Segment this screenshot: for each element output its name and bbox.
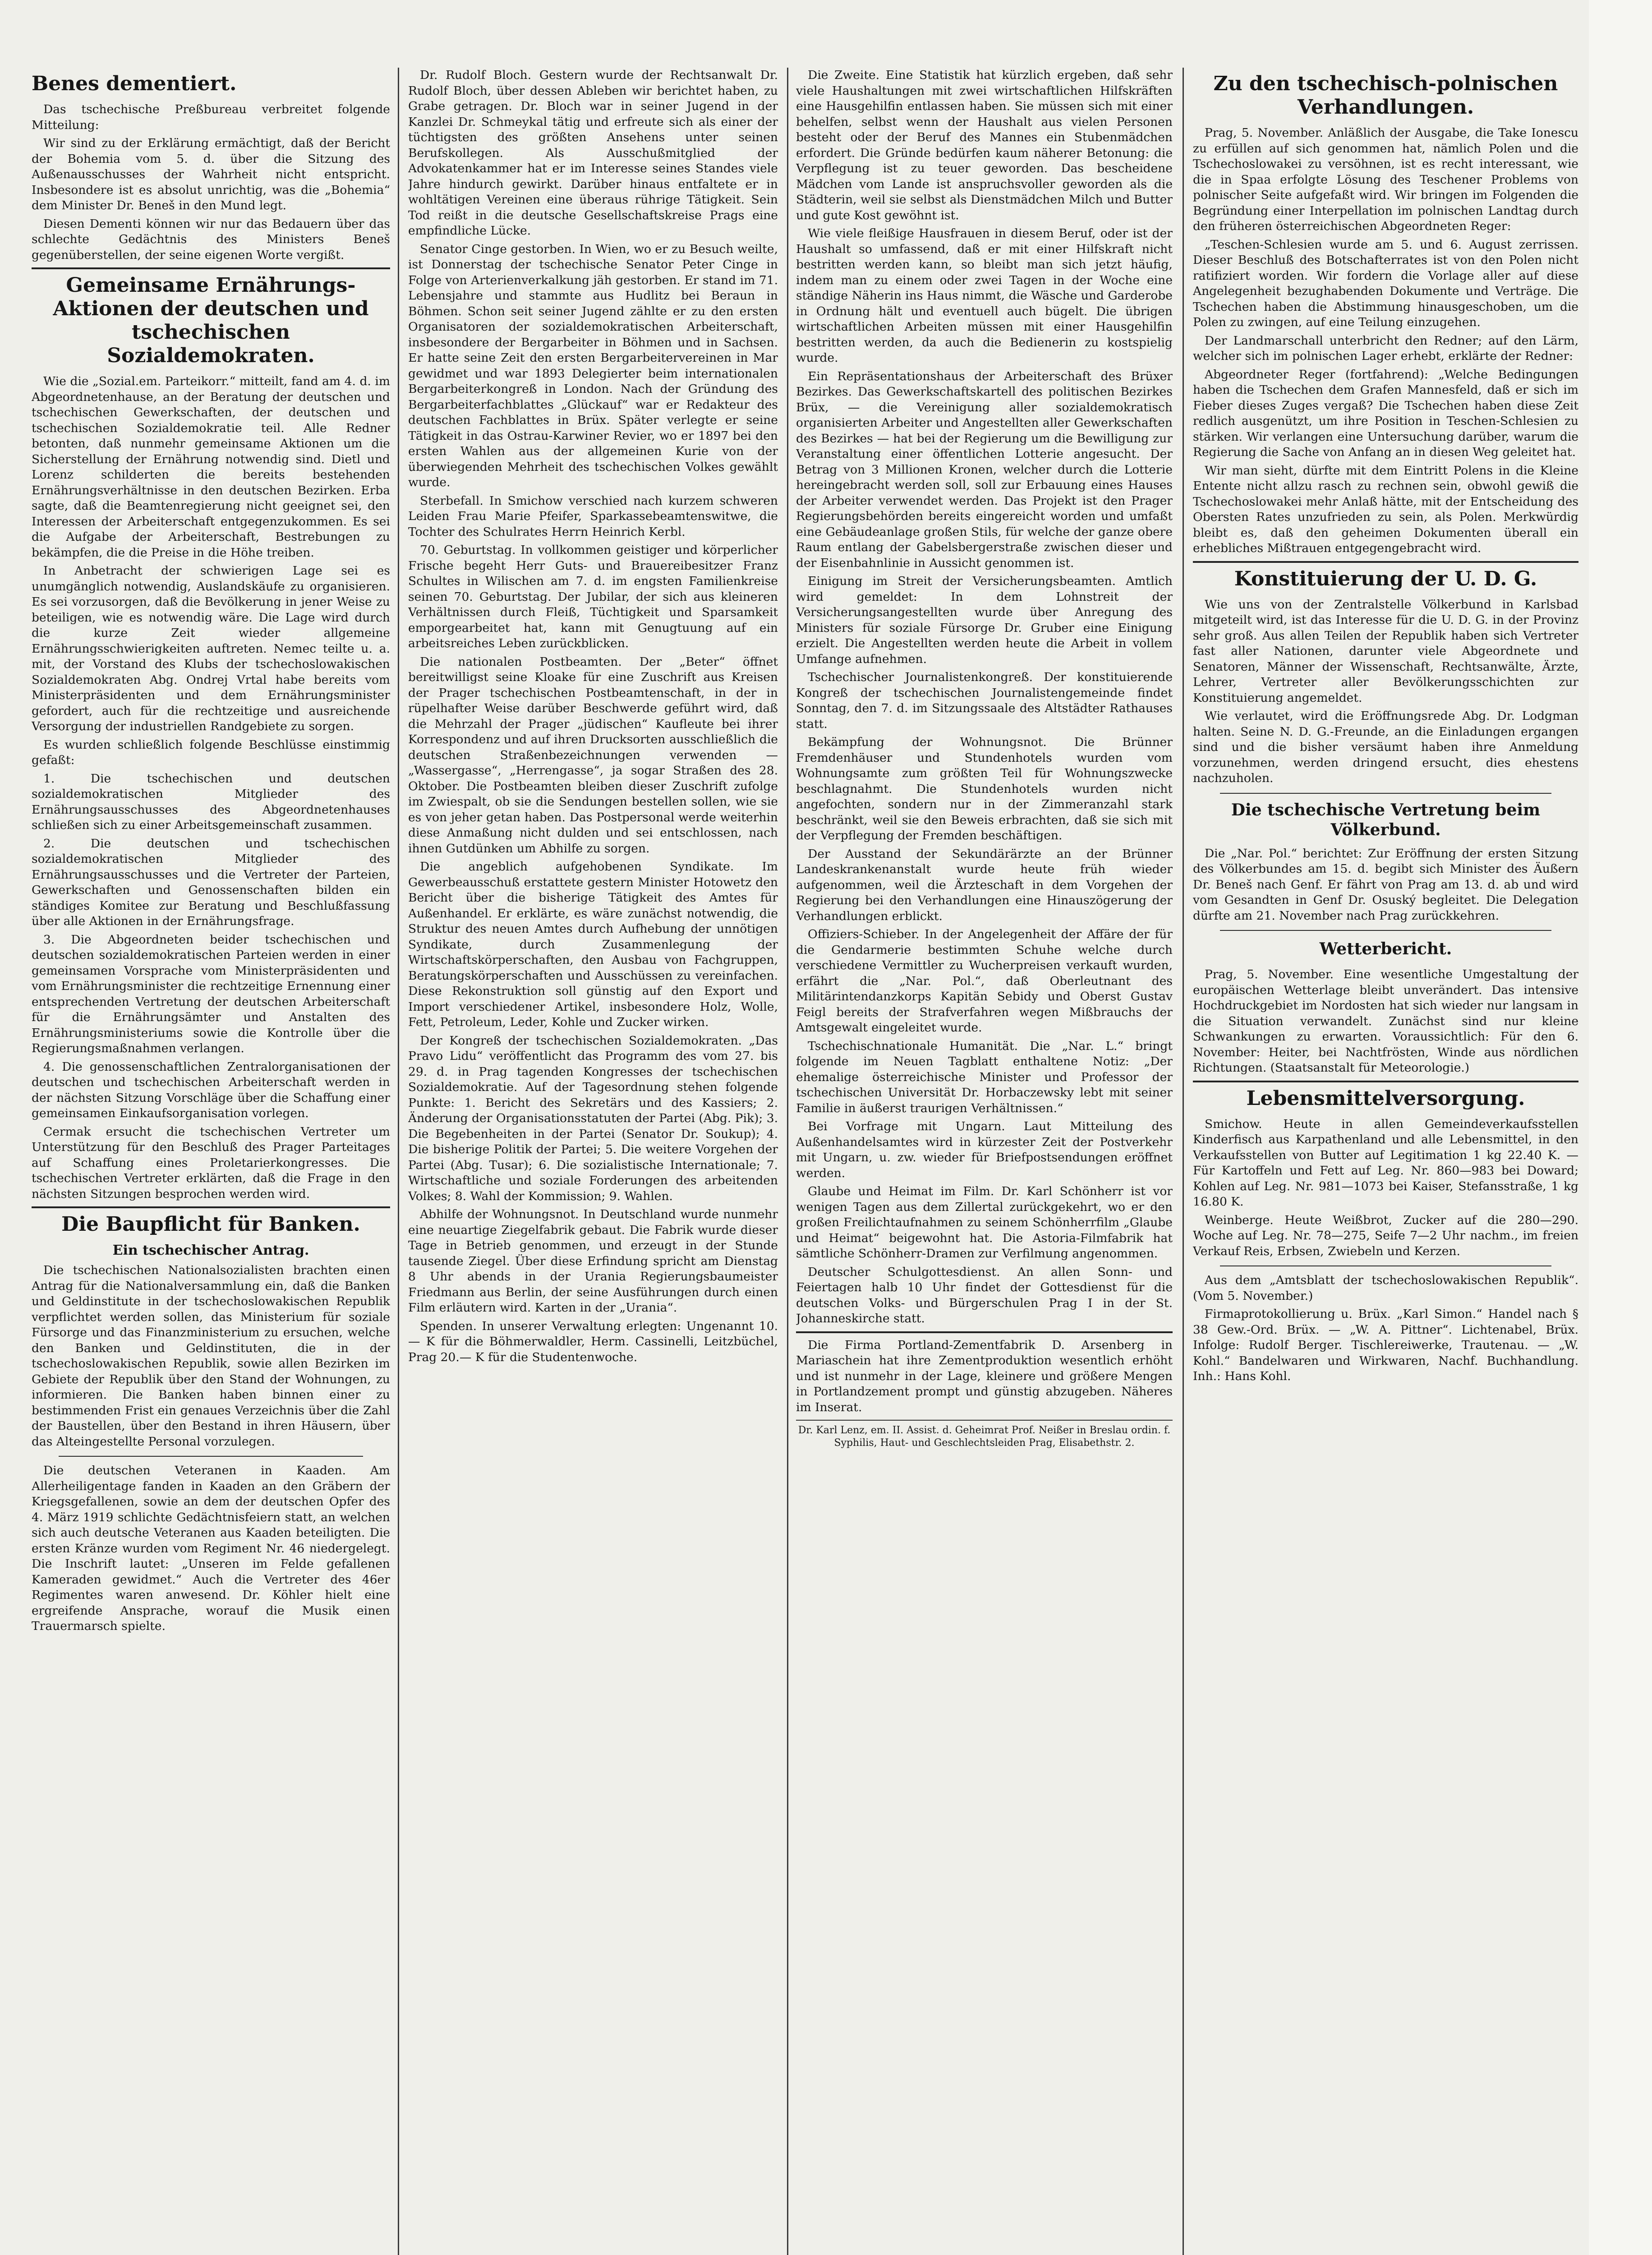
- doctor-advert: Dr. Karl Lenz, em. II. Assist. d. Geheimrat Prof. Neißer in Breslau ordin. f. Syphilis, Haut- und Geschlechtsleiden Prag, Elisabethstr. 2.: [796, 1420, 1173, 1450]
- headline-baupflicht: Die Baupflicht für Banken.: [61, 1213, 360, 1236]
- column-rule: [1183, 68, 1184, 2255]
- article-paragraph: Prag, 5. November. Anläßlich der Ausgabe, die Take Ionescu zu erfüllen auf sich genommen hat, nämlich Polen und die Tschechoslowakei zu versöhnen, ist es recht interessant, wie die in Spaa erfolgte Lösung des Teschener Problems von polnischer Seite aufgefaßt wird. Wir bringen im Folgenden die Begründung einer Interpellation im polnischen Landtag durch den früheren österreichischen Abgeordneten Reger:: [1193, 126, 1578, 233]
- article-paragraph: Bei Vorfrage mit Ungarn. Laut Mitteilung des Außenhandelsamtes wird in kürzester Zeit der Postverkehr mit Ungarn, u. zw. wieder für Briefpostsendungen eröffnet werden.: [796, 1119, 1173, 1180]
- article-paragraph: In Anbetracht der schwierigen Lage sei es unumgänglich notwendig, Auslandskäufe zu organisieren. Es sei vorzusorgen, daß die Bevölkerung in jener Weise zu beteiligen, wie es notwendig wäre. Die Lage wird durch die kurze Zeit wieder allgemeine Ernährungsschwierigkeiten auftreten. Nemec teilte u. a. mit, der Vorstand des Klubs der tschechoslowakischen Sozialdemokraten Abg. Ondrej Vrtal habe bereits vom Ministerpräsidenten und dem Ernährungsminister gefordert, auch für die rechtzeitige und ausreichende Versorgung der industriellen Randgebiete zu sorgen.: [32, 564, 390, 733]
- article-paragraph: 2. Die deutschen und tschechischen sozialdemokratischen Mitglieder des Ernährungsausschusses und die Vertreter der Parteien, Gewerkschaften und Genossenschaften bilden ein ständiges Komitee zur Beratung und Beschlußfassung über alle Aktionen in der Ernährungsfrage.: [32, 836, 390, 928]
- article-paragraph: Der Kongreß der tschechischen Sozialdemokraten. „Das Pravo Lidu“ veröffentlicht das Programm des vom 27. bis 29. d. in Prag tagenden Kongresses der tschechischen Sozialdemokratie. Auf der Tagesordnung stehen folgende Punkte: 1. Bericht des Sekretärs und des Kassiers; 2. Änderung der Organisationsstatuten der Partei (Abg. Pik); 3. Die Begebenheiten in der Partei (Senator Dr. Soukup); 4. Die bisherige Politik der Partei; 5. Die weitere Vorgehen der Partei (Abg. Tusar); 6. Die sozialistische Internationale; 7. Wirtschaftliche und soziale Forderungen des arbeitenden Volkes; 8. Wahl der Kommission; 9. Wahlen.: [408, 1033, 778, 1203]
- article-paragraph: Der Landmarschall unterbricht den Redner; auf den Lärm, welcher sich im polnischen Lager erhebt, erklärte der Redner:: [1193, 333, 1578, 363]
- article-paragraph: Wir sind zu der Erklärung ermächtigt, daß der Bericht der Bohemia vom 5. d. über die Sitzung des Außenausschusses der Wahrheit nicht entspricht. Insbesondere ist es absolut unrichtig, was die „Bohemia“ dem Minister Dr. Beneš in den Mund legt.: [32, 136, 390, 212]
- article-paragraph: Die nationalen Postbeamten. Der „Beter“ öffnet bereitwilligst seine Kloake für eine Zuschrift aus Kreisen der Prager tschechischen Postbeamtenschaft, in der in rüpelhafter Weise darüber Beschwerde geführt wird, daß die Mehrzahl der Prager „jüdischen“ Kaufleute bei ihrer Korrespondenz und auf ihren Drucksorten ausschließlich die deutschen Straßenbezeichnungen verwenden — „Wassergasse“, „Herrengasse“, ja sogar Straßen des 28. Oktober. Die Postbeamten bleiben dieser Zuschrift zufolge im Zwiespalt, ob sie die Sendungen bestellen sollen, wie sie es von jeher getan haben. Das Postpersonal werde weiterhin diese Anmaßung nicht dulden und sei entschlossen, nach ihnen Gutdünken um Abhilfe zu sorgen.: [408, 654, 778, 856]
- article-paragraph: Wir man sieht, dürfte mit dem Eintritt Polens in die Kleine Entente nicht allzu rasch zu rechnen sein, obwohl gewiß die Tschechoslowakei mehr Anlaß hätte, mit der Entscheidung des Obersten Rates unzufrieden zu sein, als Polen. Merkwürdig bleibt es, daß den geheimen Dokumenten überall ein erhebliches Mißtrauen entgegengebracht wird.: [1193, 463, 1578, 555]
- article-paragraph: Die „Nar. Pol.“ berichtet: Zur Eröffnung der ersten Sitzung des Völkerbundes am 15. d. begibt sich Minister des Äußern Dr. Beneš nach Genf. Er fährt von Prag am 13. d. ab und wird vom Gesandten in Genf Dr. Osuský begleitet. Die Delegation dürfte am 21. November nach Prag zurückkehren.: [1193, 846, 1578, 923]
- divider: [32, 1206, 390, 1208]
- article-paragraph: Aus dem „Amtsblatt der tschechoslowakischen Republik“. (Vom 5. November.): [1193, 1273, 1578, 1303]
- divider: [32, 267, 390, 269]
- article-paragraph: Offiziers-Schieber. In der Angelegenheit der Affäre der für die Gendarmerie bestimmten Schuhe welche durch verschiedene Vermittler zu Wucherpreisen verkauft wurden, erfährt die „Nar. Pol.“, daß Oberleutnant des Militärintendanzkorps Kapitän Sebidy und Oberst Gustav Feigl bereits der Strafverfahren wegen Mißbrauchs der Amtsgewalt eingeleitet wurde.: [796, 927, 1173, 1035]
- headline-lebensmittel: Lebensmittelversorgung.: [1246, 1086, 1525, 1110]
- article-paragraph: Der Ausstand der Sekundärärzte an der Brünner Landeskrankenanstalt wurde heute früh wieder aufgenommen, weil die Ärzteschaft in dem Vorgehen der Regierung bei den Verhandlungen eine Hinauszögerung der Verhandlungen erblickt.: [796, 847, 1173, 923]
- article-paragraph: Diesen Dementi können wir nur das Bedauern über das schlechte Gedächtnis des Ministers Beneš gegenüberstellen, der seine eigenen Worte vergißt.: [32, 216, 390, 262]
- page-margin: [1589, 0, 1652, 2255]
- article-paragraph: Smichow. Heute in allen Gemeindeverkaufsstellen Kinderfisch aus Karpathenland und alle Lebensmittel, in den Verkaufsstellen von Butter auf Legitimation 1 kg 22.40 K. — Für Kartoffeln und Fett auf Leg. Nr. 860—983 bei Doward; Kohlen auf Leg. Nr. 981—1073 bei Kaiser, Stefansstraße, 1 kg 16.80 K.: [1193, 1117, 1578, 1209]
- article-paragraph: Abgeordneter Reger (fortfahrend): „Welche Bedingungen haben die Tschechen dem Grafen Mannesfeld, daß er sich im Fieber dieses Zuges vergaß? Die Tschechen haben diese Zeit redlich ausgenützt, um ihre Position in Teschen-Schlesien zu stärken. Wir verlangen eine Untersuchung darüber, warum die Regierung die Sache von Anfang an in diesen Weg geleitet hat.: [1193, 367, 1578, 459]
- headline-benes: Benes dementiert.: [32, 72, 237, 95]
- article-paragraph: Die tschechischen Nationalsozialisten brachten einen Antrag für die Nationalversammlung ein, daß die Banken und Geldinstitute in der tschechoslowakischen Republik verpflichtet werden sollen, das Ministerium für soziale Fürsorge und das Finanzministerium zu ersuchen, welche den Banken und Geldinstituten, die in der tschechoslowakischen Republik, sowie allen Bezirken im Gebiete der Republik über den Stand der Wohnungen, zu informieren. Die Banken haben binnen einer zu bestimmenden Frist ein genaues Verzeichnis über die Zahl der Baustellen, über den Bestand in ihren Häusern, über das Alteingestellte Personal vorzulegen.: [32, 1263, 390, 1449]
- divider: [1220, 793, 1551, 794]
- headline-udg: Konstituierung der U. D. G.: [1234, 567, 1537, 590]
- article-paragraph: Die deutschen Veteranen in Kaaden. Am Allerheiligentage fanden in Kaaden an den Gräbern der Kriegsgefallenen, sowie an dem der deutschen Opfer des 4. März 1919 schlichte Gedächtnisfeiern statt, an welchen sich auch deutsche Veteranen aus Kaaden beteiligten. Die ersten Kränze wurden vom Regiment Nr. 46 niedergelegt. Die Inschrift lautet: „Unseren im Felde gefallenen Kameraden gewidmet.“ Auch die Vertreter des 46er Regimentes waren anwesend. Dr. Köhler hielt eine ergreifende Ansprache, worauf die Musik einen Trauermarsch spielte.: [32, 1463, 390, 1633]
- article-paragraph: Dr. Rudolf Bloch. Gestern wurde der Rechtsanwalt Dr. Rudolf Bloch, über dessen Ableben wir berichtet haben, zu Grabe getragen. Dr. Bloch war in seiner Jugend in der Kanzlei Dr. Schmeykal tätig und erfreute sich als einer der tüchtigsten des größten Ansehens unter seinen Berufskollegen. Als Ausschußmitglied der Advokatenkammer hat er im Interesse seines Standes viele Jahre hindurch gewirkt. Darüber hinaus entfaltete er in wohltätigen Vereinen eine überaus rührige Tätigkeit. Sein Tod reißt in die deutsche Gesellschaftskreise Prags eine empfindliche Lücke.: [408, 68, 778, 238]
- article-paragraph: „Teschen-Schlesien wurde am 5. und 6. August zerrissen. Dieser Beschluß des Botschafterrates ist von den Polen nicht ratifiziert worden. Wir fordern die Vorlage aller auf diese Angelegenheit bezughabenden Dokumente und Verträge. Die Tschechen haben die Abstimmung hinausgeschoben, um die Polen zu zwingen, auf eine Teilung einzugehen.: [1193, 237, 1578, 329]
- article-paragraph: Abhilfe der Wohnungsnot. In Deutschland wurde nunmehr eine neuartige Ziegelfabrik gebaut. Die Fabrik wurde dieser Tage in Betrieb genommen, und erzeugt in der Stunde tausende Ziegel. Über diese Erfindung spricht am Dienstag 8 Uhr abends in der Urania Regierungsbaumeister Friedmann aus Berlin, der seine Ausführungen durch einen Film erläutern wird. Karten in der „Urania“.: [408, 1207, 778, 1315]
- article-paragraph: Bekämpfung der Wohnungsnot. Die Brünner Fremdenhäuser und Stundenhotels wurden vom Wohnungsamte zum größten Teil für Wohnungszwecke beschlagnahmt. Die Stundenhotels wurden nicht angefochten, sondern nur in der Zimmeranzahl stark beschränkt, weil sie den Beweis erbrachten, daß sie sich mit der Verpflegung der Fremden beschäftigen.: [796, 735, 1173, 842]
- divider: [796, 1331, 1173, 1333]
- article-paragraph: Das tschechische Preßbureau verbreitet folgende Mitteilung:: [32, 102, 390, 132]
- divider: [59, 1456, 363, 1457]
- article-paragraph: Wie verlautet, wird die Eröffnungsrede Abg. Dr. Lodgman halten. Seine N. D. G.-Freunde, an die Einladungen ergangen sind und die bisher versäumt haben ihre Anmeldung vorzunehmen, werden dringend ersucht, dies ehestens nachzuholen.: [1193, 709, 1578, 785]
- subheadline: Ein tschechischer Antrag.: [112, 1243, 309, 1258]
- advert-paragraph: Die Firma Portland-Zementfabrik D. Arsenberg in Mariaschein hat ihre Zementproduktion wesentlich erhöht und ist nunmehr in der Lage, kleinere und größere Mengen in Portlandzement prompt und günstig abzugeben. Näheres im Inserat.: [796, 1338, 1173, 1414]
- article-paragraph: Firmaprotokollierung u. Brüx. „Karl Simon.“ Handel nach § 38 Gew.-Ord. Brüx. — „W. A. Pittner“. Lichtenabel, Brüx. Infolge: Rudolf Berger. Tischlereiwerke, Trautenau. — „W. Kohl.“ Bandelwaren und Wirkwaren, Nachf. Buchhandlung. Inh.: Hans Kohl.: [1193, 1307, 1578, 1383]
- article-paragraph: Wie uns von der Zentralstelle Völkerbund in Karlsbad mitgeteilt wird, ist das Interesse für die U. D. G. in der Provinz sehr groß. Aus allen Teilen der Republik haben sich Vertreter fast aller Nationen, darunter viele Abgeordnete und Senatoren, Männer der Wissenschaft, Rechtsanwälte, Ärzte, Lehrer, Vertreter aller Bevölkerungsschichten zur Konstituierung angemeldet.: [1193, 597, 1578, 705]
- article-paragraph: Cermak ersucht die tschechischen Vertreter um Unterstützung für den Beschluß des Prager Parteitages auf Schaffung eines Proletarierkongresses. Die tschechischen Vertreter erklärten, daß die Frage in den nächsten Sitzungen besprochen werden wird.: [32, 1124, 390, 1201]
- article-paragraph: Weinberge. Heute Weißbrot, Zucker auf die 280—290. Woche auf Leg. Nr. 78—275, Seife 7—2 Uhr nachm., im freien Verkauf Reis, Erbsen, Zwiebeln und Kerzen.: [1193, 1213, 1578, 1258]
- article-paragraph: Prag, 5. November. Eine wesentliche Umgestaltung der europäischen Wetterlage bleibt unverändert. Das intensive Hochdruckgebiet im Nordosten hat sich wieder nur langsam in die Situation verwandelt. Zunächst sind nur kleine Schwankungen zu erwarten. Voraussichtlich: Für den 6. November: Heiter, bei Nachtfrösten, Winde aus nördlichen Richtungen. (Staatsanstalt für Meteorologie.): [1193, 967, 1578, 1075]
- article-paragraph: 3. Die Abgeordneten beider tschechischen und deutschen sozialdemokratischen Parteien werden in einer gemeinsamen Vorsprache vom Ministerpräsidenten und vom Ernährungsminister die rechtzeitige Ernennung einer entsprechenden Vertretung der deutschen Arbeiterschaft für die Ernährungsämter und Anstalten des Ernährungsministeriums sowie die Kontrolle über die Regierungsmaßnahmen verlangen.: [32, 932, 390, 1055]
- column-1: [32, 68, 390, 2255]
- article-paragraph: Es wurden schließlich folgende Beschlüsse einstimmig gefaßt:: [32, 737, 390, 767]
- article-paragraph: Ein Repräsentationshaus der Arbeiterschaft des Brüxer Bezirkes. Das Gewerkschaftskartell des politischen Bezirkes Brüx, — die Vereinigung aller sozialdemokratisch organisierten Arbeiter und Angestellten aller Gewerkschaften des Bezirkes — hat bei der Regierung um die Bewilligung zur Veranstaltung einer öffentlichen Lotterie angesucht. Der Betrag von 3 Millionen Kronen, welcher durch die Lotterie hereingebracht werden soll, soll zur Erbauung eines Hauses der Arbeiter verwendet werden. Das Projekt ist den Prager Regierungsbehörden bereits eingereicht worden und umfaßt eine Gebäudeanlage großen Stils, für welche der ganze obere Raum entlang der Gabelsbergerstraße zwischen dieser und der Eisenbahnlinie in Aussicht genommen ist.: [796, 369, 1173, 570]
- article-paragraph: 70. Geburtstag. In vollkommen geistiger und körperlicher Frische begeht Herr Guts- und Brauereibesitzer Franz Schultes in Wilischen am 7. d. im engsten Familienkreise seinen 70. Geburtstag. Der Jubilar, der sich aus kleineren Verhältnissen durch Fleiß, Tüchtigkeit und Sparsamkeit emporgearbeitet hat, kann mit Genugtuung auf ein arbeitsreiches Leben zurückblicken.: [408, 543, 778, 650]
- article-paragraph: Wie die „Sozial.em. Parteikorr.“ mitteilt, fand am 4. d. im Abgeordnetenhause, an der Beratung der deutschen und tschechischen Gewerkschaften, der deutschen und tschechischen Sozialdemokratie teil. Alle Redner betonten, daß nunmehr gemeinsame Aktionen um die Sicherstellung der Ernährung notwendig sind. Dietl und Lorenz schilderten die bereits bestehenden Ernährungsverhältnisse in den deutschen Bezirken. Erba sagte, daß die Beamtenregierung nicht geeignet sei, den Interessen der Arbeiterschaft entgegenzukommen. Es sei die Aufgabe der Arbeiterschaft, Bestrebungen zu bekämpfen, die die Preise in die Höhe treiben.: [32, 374, 390, 560]
- headline-verhandlungen: Zu den tschechisch-polnischen Verhandlungen.: [1213, 72, 1558, 119]
- headline-wetter: Wetterbericht.: [1319, 939, 1452, 958]
- article-paragraph: Spenden. In unserer Verwaltung erlegten: Ungenannt 10.— K für die Böhmerwaldler, Herm. Cassinelli, Leitzbüchel, Prag 20.— K für die Studentenwoche.: [408, 1319, 778, 1364]
- article-paragraph: Einigung im Streit der Versicherungsbeamten. Amtlich wird gemeldet: In dem Lohnstreit der Versicherungsangestellten wurde über Anregung des Ministers für soziale Fürsorge Dr. Gruber eine Einigung erzielt. Die Angestellten werden heute die Arbeit in vollem Umfange aufnehmen.: [796, 574, 1173, 666]
- column-rule: [787, 68, 788, 2255]
- column-2: [408, 68, 778, 2255]
- headline-voelkerbund: Die tschechische Vertretung beim Völkerbund.: [1231, 800, 1541, 839]
- article-paragraph: Glaube und Heimat im Film. Dr. Karl Schönherr ist vor wenigen Tagen aus dem Zillertal zurückgekehrt, wo er den großen Freilichtaufnahmen zu seinem Schönherrfilm „Glaube und Heimat“ beigewohnt hat. Die Astoria-Filmfabrik hat sämtliche Schönherr-Dramen zur Verfilmung angenommen.: [796, 1184, 1173, 1261]
- headline-ernaehrung: Gemeinsame Ernährungs-Aktionen der deutschen und tschechischen Sozialdemokraten.: [53, 274, 369, 367]
- article-paragraph: Die Zweite. Eine Statistik hat kürzlich ergeben, daß sehr viele Haushaltungen mit zwei wirtschaftlichen Hilfskräften eine Hausgehilfin entlassen haben. Sie müssen sich mit einer behelfen, selbst wenn der Haushalt aus vielen Personen besteht oder der Beruf des Mannes ein Stubenmädchen erfordert. Die Gründe bedürfen kaum näherer Betonung: die Verpflegung ist zu teuer geworden. Das bescheidene Mädchen vom Lande ist anspruchsvoller geworden als die Städterin, weil sie selbst als Dienstmädchen Milch und Butter und gute Kost gewöhnt ist.: [796, 68, 1173, 222]
- divider: [1220, 930, 1551, 931]
- article-paragraph: 1. Die tschechischen und deutschen sozialdemokratischen Mitglieder des Ernährungsausschusses des Abgeordnetenhauses schließen sich zu einer Arbeitsgemeinschaft zusammen.: [32, 771, 390, 832]
- article-paragraph: Tschechischer Journalistenkongreß. Der konstituierende Kongreß der tschechischen Journalistengemeinde findet Sonntag, den 7. d. im Sitzungssaale des Altstädter Rathauses statt.: [796, 670, 1173, 731]
- divider: [1193, 561, 1578, 563]
- divider: [1193, 1081, 1578, 1082]
- column-rule: [398, 68, 399, 2255]
- article-paragraph: Senator Cinge gestorben. In Wien, wo er zu Besuch weilte, ist Donnerstag der tschechische Senator Peter Cinge in Folge von Arterienverkalkung jäh gestorben. Er stand im 71. Lebensjahre und stammte aus Hudlitz bei Beraun in Böhmen. Schon seit seiner Jugend zählte er zu den ersten Organisatoren der sozialdemokratischen Arbeiterschaft, insbesondere der Bergarbeiter in Böhmen und in Sachsen. Er hatte seine Zeit den ersten Bergarbeitervereinen in Mar gewidmet und war 1893 Delegierter beim internationalen Bergarbeiterkongreß in London. Nach der Gründung des Bergarbeiterfachblattes „Glückauf“ war er Redakteur des deutschen Fachblattes in Brüx. Später verlegte er seine Tätigkeit in das Ostrau-Karwiner Revier, wo er 1897 bei den ersten Wahlen aus der allgemeinen Kurie von der überwiegenden Mehrheit des tschechischen Volkes gewählt wurde.: [408, 242, 778, 489]
- article-paragraph: 4. Die genossenschaftlichen Zentralorganisationen der deutschen und tschechischen Arbeiterschaft werden in der nächsten Sitzung Vorschläge über die Schaffung einer gemeinsamen Einkaufsorganisation vorlegen.: [32, 1059, 390, 1120]
- article-paragraph: Deutscher Schulgottesdienst. An allen Sonn- und Feiertagen halb 10 Uhr findet der Gottesdienst für die deutschen Volks- und Bürgerschulen Prag I in der St. Johanneskirche statt.: [796, 1265, 1173, 1325]
- article-paragraph: Wie viele fleißige Hausfrauen in diesem Beruf, oder ist der Haushalt so umfassend, daß er mit einer Hilfskraft nicht bestritten werden kann, so bleibt man sich jetzt häufig, indem man zu einem oder zwei Tagen in der Woche eine ständige Näherin ins Haus nimmt, die Wäsche und Garderobe in Ordnung hält und eventuell auch bügelt. Die übrigen wirtschaftlichen Arbeiten müssen mit einer Hausgehilfin bestritten werden, da auch die Bedienerin zu kostspielig wurde.: [796, 226, 1173, 365]
- article-paragraph: Die angeblich aufgehobenen Syndikate. Im Gewerbeausschuß erstattete gestern Minister Hotowetz den Bericht über die bisherige Tätigkeit des Amtes für Außenhandel. Er erklärte, es wäre zunächst notwendig, die Struktur des neuen Amtes durch Aufhebung der unnötigen Syndikate, durch Zusammenlegung der Wirtschaftskörperschaften, den Ausbau von Fachgruppen, Beratungskörperschaften und Ausschüssen zu vereinfachen. Diese Rekonstruktion soll günstig auf den Export und Import verschiedener Artikel, insbesondere Holz, Wolle, Fett, Petroleum, Leder, Kohle und Zucker wirken.: [408, 860, 778, 1029]
- column-4: [1193, 68, 1578, 2255]
- article-paragraph: Tschechischnationale Humanität. Die „Nar. L.“ bringt folgende im Neuen Tagblatt enthaltene Notiz: „Der ehemalige österreichische Minister und Professor der tschechischen Universität Dr. Horbaczewsky lebt mit seiner Familie in äußerst traurigen Verhältnissen.“: [796, 1039, 1173, 1115]
- article-paragraph: Sterbefall. In Smichow verschied nach kurzem schweren Leiden Frau Marie Pfeifer, Sparkassebeamtenswitwe, die Tochter des Schulrates Herrn Heinrich Kerbl.: [408, 493, 778, 539]
- column-3: [796, 68, 1173, 2255]
